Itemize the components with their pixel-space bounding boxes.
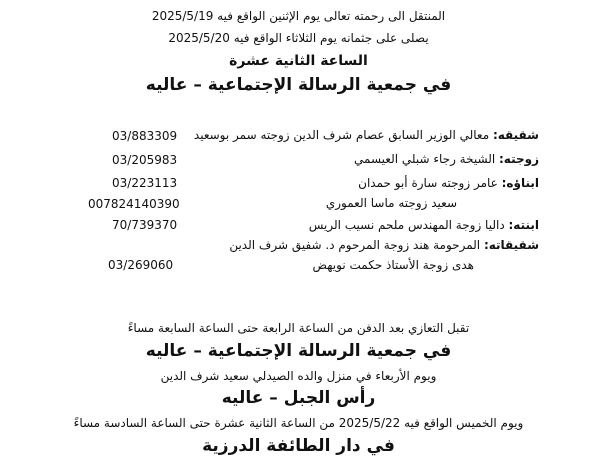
- relative-row: [313, 259, 474, 271]
- relative-row: [354, 153, 539, 165]
- relative-row: [326, 197, 457, 209]
- relative-name: الشيخة رجاء شبلي العيسمي: [354, 152, 499, 166]
- relative-phone: 03/269060: [108, 258, 174, 272]
- relative-name: عامر زوجته سارة أبو حمدان: [358, 176, 502, 190]
- funeral-time-line: الساعة الثانية عشرة: [229, 53, 368, 69]
- relative-phone: 03/223113: [112, 176, 178, 190]
- condolences-time-line: تقبل التعازي بعد الدفن من الساعة الرابعة حتى الساعة السابعة مساءً: [127, 321, 470, 335]
- relative-phone: 03/883309: [112, 129, 178, 143]
- condolences-thursday-line: ويوم الخميس الواقع فيه 2025/5/22 من الساعة الثانية عشرة حتى الساعة السادسة مساءً: [73, 416, 524, 430]
- relative-row: [358, 177, 539, 189]
- relative-label: شقيقاته:: [483, 238, 539, 252]
- relative-label: ابناؤه:: [501, 176, 539, 190]
- condolences-wednesday-location: رأس الجبل – عاليه: [221, 388, 376, 408]
- funeral-prayer-line: يصلى على جثمانه يوم الثلاثاء الواقع فيه 2025/5/20: [168, 31, 429, 45]
- relative-row: [309, 219, 539, 231]
- relative-label: ابنته:: [508, 218, 539, 232]
- relative-name: سعيد زوجته ماسا العموري: [325, 196, 457, 210]
- relative-label: شقيقه:: [492, 128, 539, 142]
- relative-phone: 70/739370: [112, 218, 178, 232]
- funeral-location-line: في جمعية الرسالة الإجتماعية – عاليه: [145, 75, 452, 95]
- relative-name: معالي الوزير السابق عصام شرف الدين زوجته سمر بوسعيد: [193, 128, 493, 142]
- condolences-location-line: في جمعية الرسالة الإجتماعية – عاليه: [145, 341, 452, 361]
- condolences-thursday-location: في دار الطائفة الدرزية: [202, 436, 395, 456]
- relative-phone: 03/205983: [112, 153, 178, 167]
- relative-row: [229, 239, 539, 251]
- relative-row: [194, 129, 539, 141]
- death-announcement-line: المنتقل الى رحمته تعالى يوم الإثنين الواقع فيه 2025/5/19: [151, 9, 446, 23]
- relative-phone: 007824140390: [88, 197, 180, 211]
- relative-name: داليا زوجة المهندس ملحم نسيب الريس: [308, 218, 509, 232]
- relative-name: المرحومة هند زوجة المرحوم د. شفيق شرف الدين: [229, 238, 484, 252]
- condolences-wednesday-line: ويوم الأربعاء في منزل والده الصيدلي سعيد شرف الدين: [160, 369, 437, 383]
- relative-name: هدى زوجة الأستاذ حكمت نويهض: [312, 258, 474, 272]
- relative-label: زوجته:: [499, 152, 539, 166]
